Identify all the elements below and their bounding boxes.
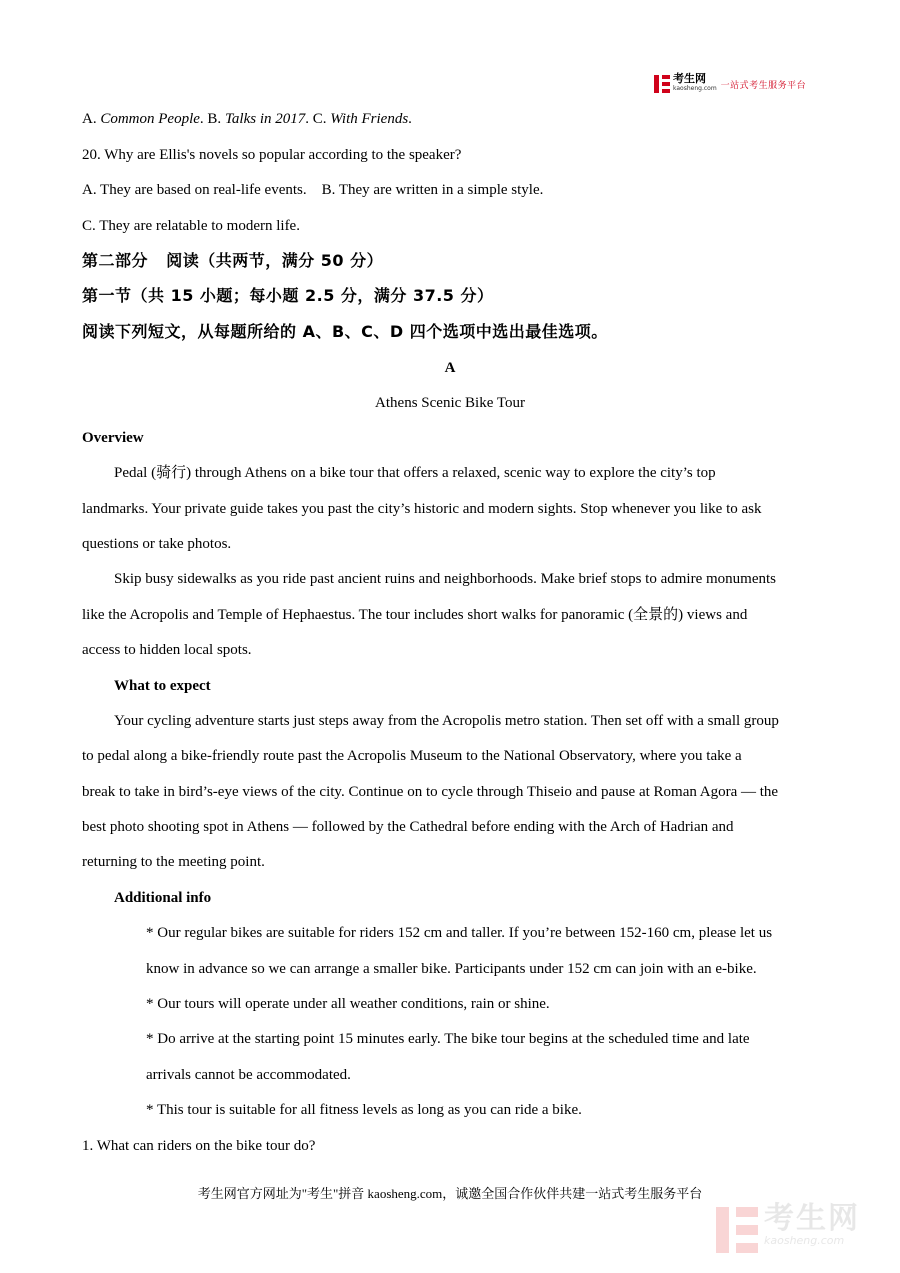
overview-p2-line2: like the Acropolis and Temple of Hephaestus. The tour includes short walks for panoramic (全景的) views and bbox=[82, 607, 748, 623]
part2-heading: 第二部分 阅读（共两节，满分 50 分） bbox=[82, 251, 384, 270]
info-heading: Additional info bbox=[114, 890, 212, 906]
q19-options: A. Common People. B. Talks in 2017. C. With Friends. bbox=[82, 111, 412, 127]
passage-letter: A bbox=[444, 360, 456, 376]
info-item1-line2: know in advance so we can arrange a smaller bike. Participants under 152 cm can join with an e-bike. bbox=[146, 961, 757, 977]
overview-p1-line1: Pedal (骑行) through Athens on a bike tour that offers a relaxed, scenic way to explore the city’s top bbox=[114, 465, 716, 481]
watermark-url: kaosheng.com bbox=[764, 1234, 845, 1247]
expect-p-line2: to pedal along a bike-friendly route past the Acropolis Museum to the National Observatory, where you take a bbox=[82, 748, 742, 764]
watermark-logo-icon bbox=[716, 1207, 758, 1253]
expect-p-line1: Your cycling adventure starts just steps away from the Acropolis metro station. Then set off with a small group bbox=[114, 713, 779, 729]
logo-slogan: 一站式考生服务平台 bbox=[720, 80, 807, 91]
overview-p1-line2: landmarks. Your private guide takes you past the city’s historic and modern sights. Stop whenever you like to ask bbox=[82, 501, 762, 517]
q20-stem: 20. Why are Ellis's novels so popular according to the speaker? bbox=[82, 147, 462, 163]
q20-option-c: C. They are relatable to modern life. bbox=[82, 218, 300, 234]
expect-heading: What to expect bbox=[114, 678, 211, 694]
info-item3-line2: arrivals cannot be accommodated. bbox=[146, 1067, 351, 1083]
expect-p-line5: returning to the meeting point. bbox=[82, 854, 265, 870]
overview-heading: Overview bbox=[82, 430, 144, 446]
watermark-name: 考生网 bbox=[764, 1201, 860, 1236]
passage-title: Athens Scenic Bike Tour bbox=[375, 395, 525, 411]
site-logo bbox=[654, 74, 806, 94]
logo-name: 考生网 bbox=[673, 72, 706, 85]
q20-options-ab: A. They are based on real-life events. B. They are written in a simple style. bbox=[82, 182, 544, 198]
watermark bbox=[716, 1201, 860, 1253]
info-item1-line1: * Our regular bikes are suitable for riders 152 cm and taller. If you’re between 152-160 cm, please let us bbox=[146, 925, 773, 941]
logo-url: kaosheng.com bbox=[673, 85, 717, 92]
section1-heading: 第一节（共 15 小题；每小题 2.5 分，满分 37.5 分） bbox=[82, 286, 494, 305]
overview-p2-line3: access to hidden local spots. bbox=[82, 642, 252, 658]
info-item4: * This tour is suitable for all fitness levels as long as you can ride a bike. bbox=[146, 1102, 582, 1118]
info-item3-line1: * Do arrive at the starting point 15 minutes early. The bike tour begins at the scheduled time and late bbox=[146, 1031, 750, 1047]
footer-text: 考生网官方网址为"考生"拼音 kaosheng.com，诚邀全国合作伙伴共建一站式考生服务平台 bbox=[197, 1186, 703, 1201]
reading-instruction: 阅读下列短文，从每题所给的 A、B、C、D 四个选项中选出最佳选项。 bbox=[82, 322, 608, 341]
overview-p2-line1: Skip busy sidewalks as you ride past ancient ruins and neighborhoods. Make brief stops to admire monuments bbox=[114, 571, 776, 587]
expect-p-line3: break to take in bird’s-eye views of the city. Continue on to cycle through Thiseio and pause at Roman Agora — the bbox=[82, 784, 779, 800]
info-item2: * Our tours will operate under all weather conditions, rain or shine. bbox=[146, 996, 550, 1012]
logo-mark-icon bbox=[654, 75, 670, 93]
overview-p1-line3: questions or take photos. bbox=[82, 536, 232, 552]
expect-p-line4: best photo shooting spot in Athens — followed by the Cathedral before ending with the Arch of Hadrian and bbox=[82, 819, 734, 835]
question-1: 1. What can riders on the bike tour do? bbox=[82, 1138, 316, 1154]
